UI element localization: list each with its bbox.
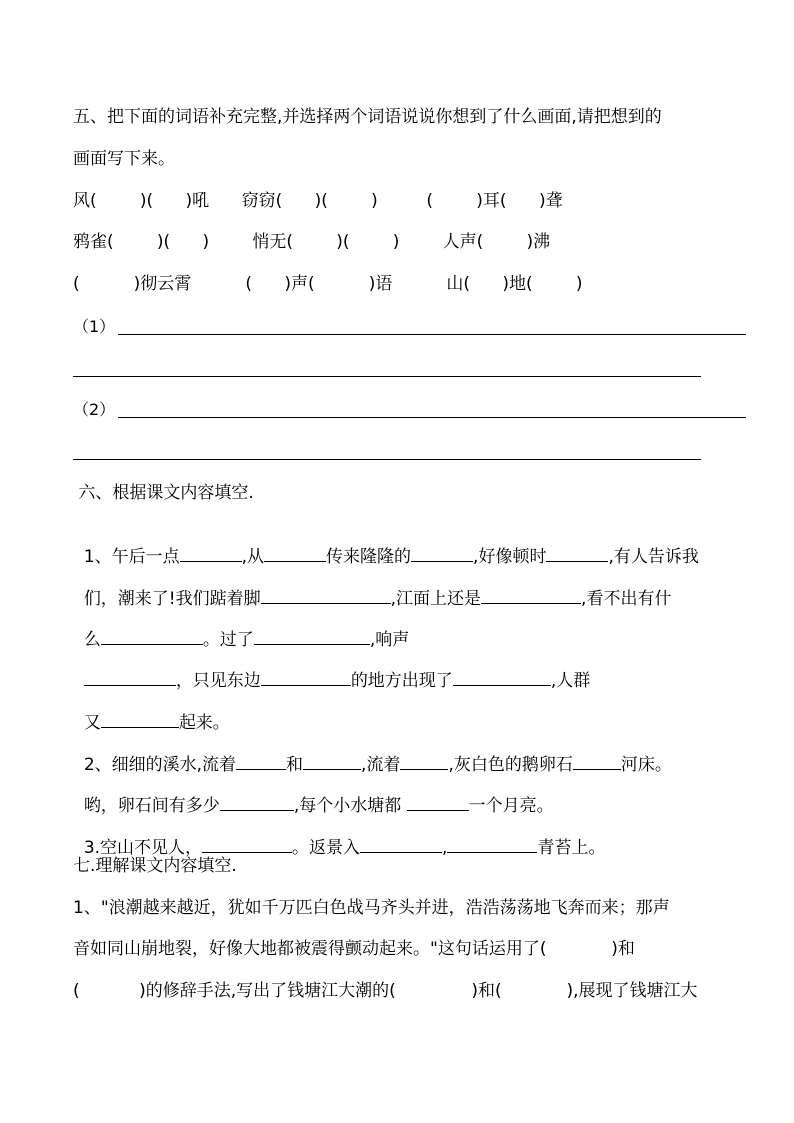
answer-line-1b [73,376,701,377]
s7-q1-line-3: ( )的修辞手法,写出了钱塘江大潮的( )和( ),展现了钱塘江大 [73,981,698,1001]
section5-title: 五、把下面的词语补充完整,并选择两个词语说说你想到了什么画面,请把想到的 [73,107,662,127]
q1-line-2: 们，潮来了!我们踮着脚 ,江面上还是 ,看不出有什 [83,589,672,609]
answer-label-1: （1） [73,317,116,336]
section6-title: 六、根据课文内容填空. [73,483,254,503]
idiom-row-2: 鸦雀( )( ) 悄无( )( ) 人声( )沸 [73,232,551,252]
q3-line: 3.空山不见人， 。返景入 , 青苔上。 [83,838,606,858]
q1-line-4: ，只见东边 的地方出现了 ,人群 [73,647,590,692]
q1-line-1: 1、午后一点 ,从 传来隆隆的 ,好像顿时 ,有人告诉我 [83,547,699,567]
section5-title-cont: 画面写下来。 [73,149,175,169]
s7-q1-line-2: 音如同山崩地裂，好像大地都被震得颤动起来。"这句话运用了( )和 [73,939,635,959]
q1-line-5: 又 起来。 [83,713,230,733]
section7-title: 七.理解课文内容填空. [73,856,237,876]
q1-line-3: 么 。过了 ,响声 [83,630,410,650]
answer-line-2b [73,459,701,460]
idiom-row-1: 风( )( )吼 窃窃( )( ) ( )耳( )聋 [73,191,563,211]
answer-line-2a [118,417,746,418]
idiom-row-3: ( )彻云霄 ( )声( )语 山( )地( ) [73,274,583,294]
q2-line-1: 2、细细的溪水,流着 和 ,流着 ,灰白色的鹅卵石 河床。 [83,755,672,775]
answer-line-1a [118,334,746,335]
answer-label-2: （2） [73,400,116,419]
q2-line-2: 哟，卵石间有多少 ,每个小水塘都 一个月亮。 [83,796,554,816]
s7-q1-line-1: 1、"浪潮越来越近，犹如千万匹白色战马齐头并进，浩浩荡荡地飞奔而来；那声 [73,898,670,918]
